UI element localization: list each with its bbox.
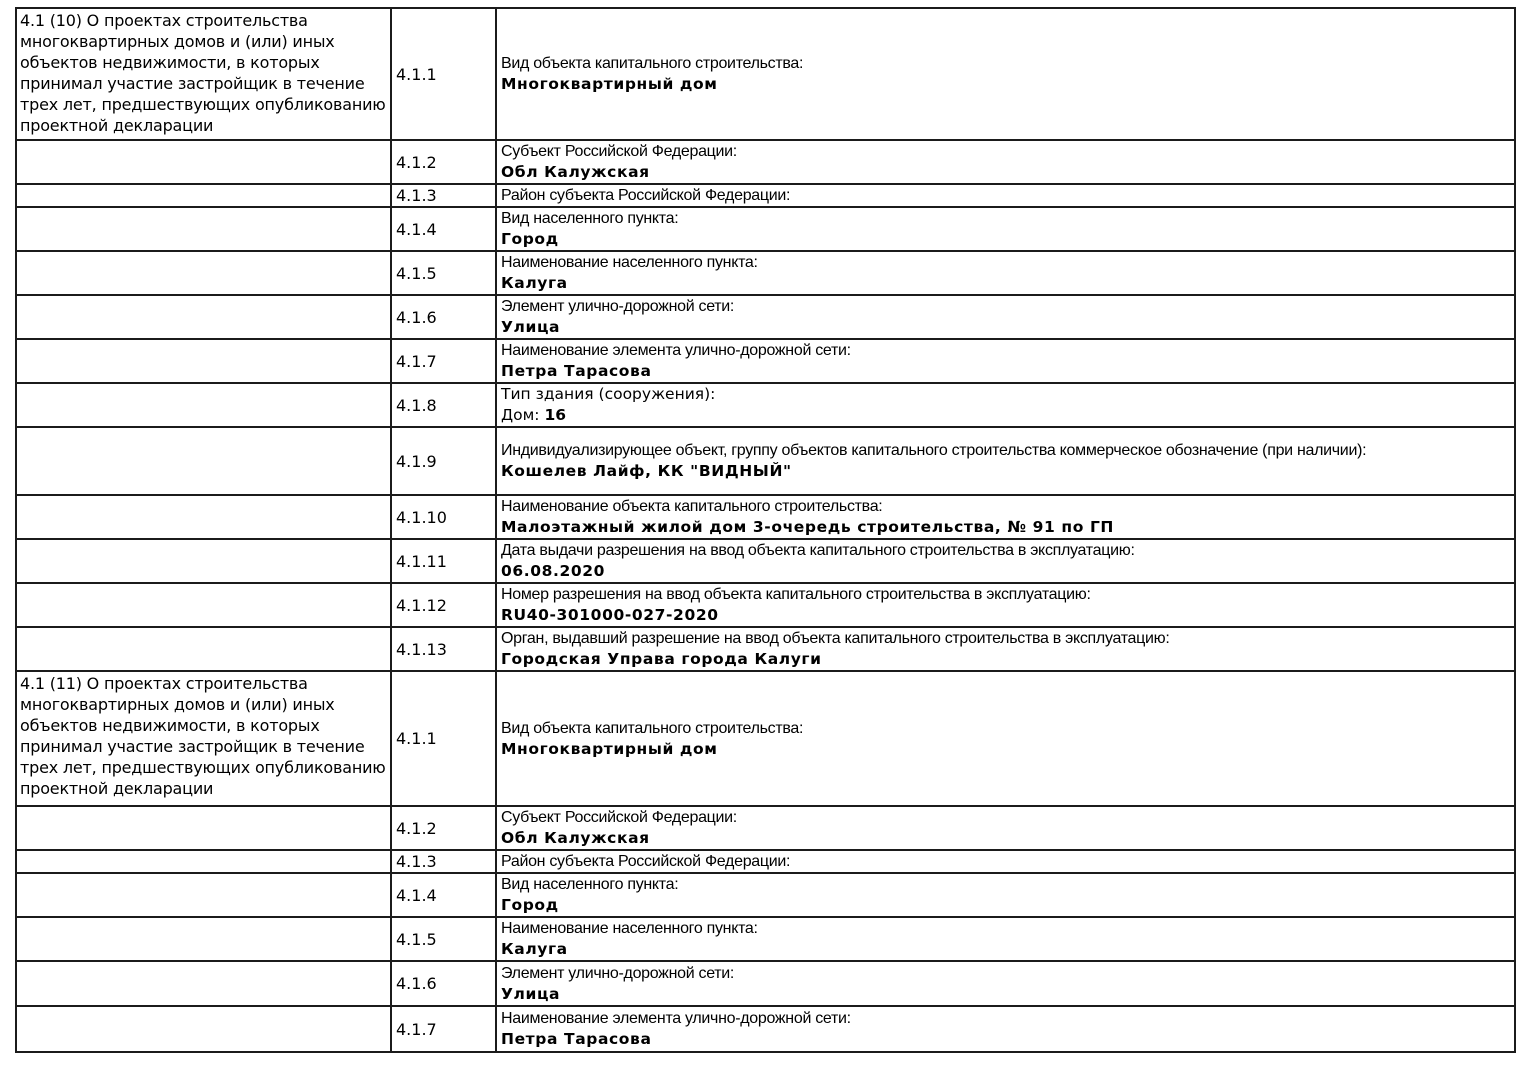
- field-value: Петра Тарасова: [501, 362, 652, 380]
- section-spacer-cell: [16, 539, 391, 583]
- field-value: Калуга: [501, 940, 568, 958]
- table-row: [16, 873, 1515, 917]
- field-label: Вид населенного пункта:: [501, 210, 679, 227]
- field-label: Вид объекта капитального строительства:: [501, 55, 804, 72]
- row-content: [496, 627, 1515, 671]
- field-label: Элемент улично-дорожной сети:: [501, 964, 735, 982]
- table-row: [16, 806, 1515, 850]
- field-value: Многоквартирный дом: [501, 75, 718, 93]
- field-value: Обл Калужская: [501, 829, 650, 847]
- declaration-table: [15, 7, 1516, 1053]
- row-content: [496, 295, 1515, 339]
- row-content: [496, 806, 1515, 850]
- field-value: Малоэтажный жилой дом 3-очередь строительства, № 91 по ГП: [501, 518, 1115, 536]
- table-row: [16, 1006, 1515, 1052]
- row-code: 4.1.11: [391, 539, 496, 583]
- row-code: 4.1.8: [391, 383, 496, 427]
- table-row: [16, 427, 1515, 495]
- row-content: [496, 8, 1515, 140]
- field-label: Тип здания (сооружения):: [501, 385, 716, 403]
- row-code: 4.1.4: [391, 873, 496, 917]
- field-value-line: [501, 405, 1510, 426]
- row-code: 4.1.2: [391, 140, 496, 184]
- section-spacer-cell: [16, 873, 391, 917]
- field-label: Район субъекта Российской Федерации:: [501, 853, 791, 870]
- row-code: 4.1.9: [391, 427, 496, 495]
- row-content: [496, 140, 1515, 184]
- field-label: Элемент улично-дорожной сети:: [501, 298, 735, 315]
- row-code: 4.1.7: [391, 339, 496, 383]
- row-code: 4.1.7: [391, 1006, 496, 1052]
- row-content: [496, 495, 1515, 539]
- table-row: [16, 961, 1515, 1006]
- row-content: [496, 184, 1515, 207]
- row-content: [496, 251, 1515, 295]
- field-value: Улица: [501, 984, 561, 1003]
- field-value: Городская Управа города Калуги: [501, 650, 822, 668]
- section-spacer-cell: [16, 583, 391, 627]
- table-row: [16, 671, 1515, 806]
- section-spacer-cell: [16, 427, 391, 495]
- row-code: 4.1.1: [391, 8, 496, 140]
- table-row: [16, 140, 1515, 184]
- table-row: [16, 383, 1515, 427]
- field-label: Наименование населенного пункта:: [501, 920, 758, 937]
- section-spacer-cell: [16, 627, 391, 671]
- field-value: Город: [501, 896, 559, 914]
- section-spacer-cell: [16, 251, 391, 295]
- section-spacer-cell: [16, 295, 391, 339]
- row-content: [496, 961, 1515, 1006]
- section-spacer-cell: [16, 917, 391, 961]
- field-value: Петра Тарасова: [501, 1030, 652, 1048]
- table-row: [16, 627, 1515, 671]
- row-content: [496, 383, 1515, 427]
- row-code: 4.1.3: [391, 850, 496, 873]
- table-row: [16, 495, 1515, 539]
- row-content: [496, 671, 1515, 806]
- row-content: [496, 583, 1515, 627]
- row-code: 4.1.4: [391, 207, 496, 251]
- table-row: [16, 207, 1515, 251]
- section-spacer-cell: [16, 850, 391, 873]
- row-content: [496, 917, 1515, 961]
- field-label: Наименование объекта капитального строительства:: [501, 498, 883, 515]
- row-content: [496, 873, 1515, 917]
- field-value: RU40-301000-027-2020: [501, 606, 719, 624]
- table-row: [16, 295, 1515, 339]
- row-code: 4.1.3: [391, 184, 496, 207]
- section-spacer-cell: [16, 184, 391, 207]
- section-header: 4.1 (11) О проектах строительства многоквартирных домов и (или) иных объектов недвижимости, в которых принимал участие застройщик в течение трех лет, предшествующих опубликованию проектной декларации: [16, 671, 391, 806]
- field-label: Наименование элемента улично-дорожной сети:: [501, 1010, 851, 1027]
- field-value: Улица: [501, 318, 561, 336]
- section-header: 4.1 (10) О проектах строительства многоквартирных домов и (или) иных объектов недвижимости, в которых принимал участие застройщик в течение трех лет, предшествующих опубликованию проектной декларации: [16, 8, 391, 140]
- section-spacer-cell: [16, 961, 391, 1006]
- row-code: 4.1.1: [391, 671, 496, 806]
- row-content: [496, 207, 1515, 251]
- table-row: [16, 583, 1515, 627]
- table-row: [16, 339, 1515, 383]
- field-value-prefix: Дом:: [501, 406, 545, 424]
- field-label: Вид населенного пункта:: [501, 876, 679, 893]
- row-code: 4.1.6: [391, 295, 496, 339]
- table-row: [16, 8, 1515, 140]
- section-spacer-cell: [16, 806, 391, 850]
- row-code: 4.1.6: [391, 961, 496, 1006]
- field-value: Обл Калужская: [501, 163, 650, 181]
- field-value: Кошелев Лайф, КК "ВИДНЫЙ": [501, 462, 792, 480]
- row-content: [496, 539, 1515, 583]
- field-label: Номер разрешения на ввод объекта капитального строительства в эксплуатацию:: [501, 586, 1091, 603]
- section-spacer-cell: [16, 207, 391, 251]
- row-content: [496, 339, 1515, 383]
- section-spacer-cell: [16, 140, 391, 184]
- field-label: Дата выдачи разрешения на ввод объекта капитального строительства в эксплуатацию:: [501, 542, 1135, 559]
- row-code: 4.1.12: [391, 583, 496, 627]
- row-code: 4.1.10: [391, 495, 496, 539]
- field-label: Орган, выдавший разрешение на ввод объекта капитального строительства в эксплуатацию:: [501, 630, 1170, 647]
- field-label: Субъект Российской Федерации:: [501, 143, 737, 160]
- field-value: Город: [501, 230, 559, 248]
- section-spacer-cell: [16, 495, 391, 539]
- row-content: [496, 850, 1515, 873]
- field-label: Вид объекта капитального строительства:: [501, 719, 804, 737]
- field-label: Индивидуализирующее объект, группу объектов капитального строительства коммерческое обозначение (при наличии):: [501, 442, 1367, 459]
- row-code: 4.1.13: [391, 627, 496, 671]
- field-value: 16: [544, 406, 567, 424]
- field-value: 06.08.2020: [501, 562, 606, 580]
- field-label: Район субъекта Российской Федерации:: [501, 187, 791, 204]
- table-row: [16, 850, 1515, 873]
- row-content: [496, 427, 1515, 495]
- section-spacer-cell: [16, 339, 391, 383]
- field-value: Многоквартирный дом: [501, 739, 718, 758]
- row-code: 4.1.5: [391, 917, 496, 961]
- field-value: Калуга: [501, 274, 568, 292]
- field-label: Наименование элемента улично-дорожной сети:: [501, 342, 851, 359]
- section-spacer-cell: [16, 383, 391, 427]
- field-label: Субъект Российской Федерации:: [501, 809, 737, 826]
- section-spacer-cell: [16, 1006, 391, 1052]
- row-code: 4.1.2: [391, 806, 496, 850]
- table-row: [16, 539, 1515, 583]
- table-row: [16, 251, 1515, 295]
- table-row: [16, 917, 1515, 961]
- field-label: Наименование населенного пункта:: [501, 254, 758, 271]
- table-row: [16, 184, 1515, 207]
- row-code: 4.1.5: [391, 251, 496, 295]
- row-content: [496, 1006, 1515, 1052]
